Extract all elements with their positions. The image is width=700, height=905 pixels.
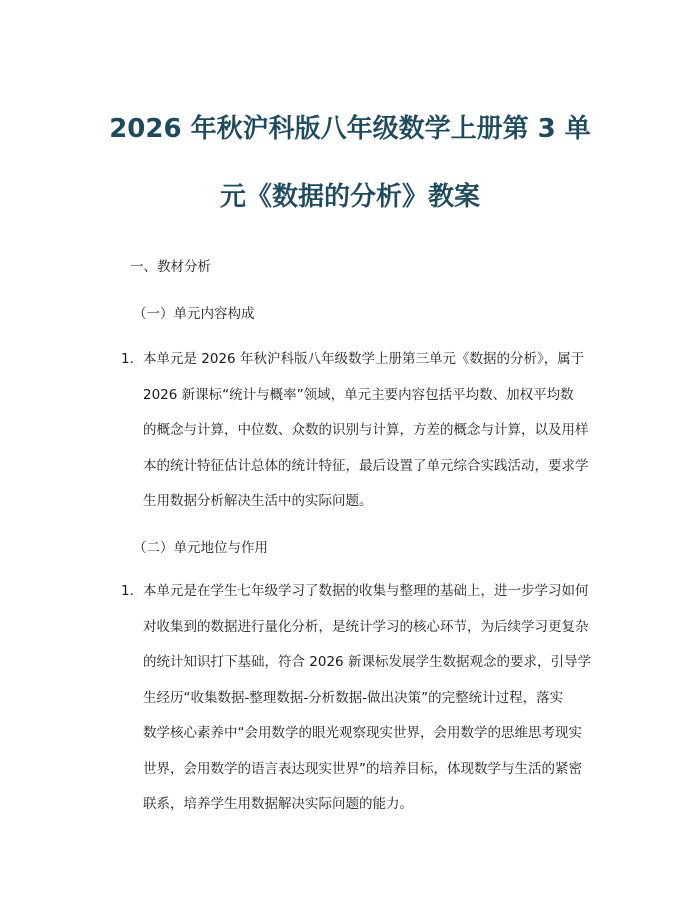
paragraph-line: 对收集到的数据进行量化分析，是统计学习的核心环节，为后续学习更复杂 (143, 619, 589, 635)
paragraph-line: 本单元是在学生七年级学习了数据的收集与整理的基础上，进一步学习如何 (143, 583, 589, 599)
section-heading-textbook-analysis: 一、教材分析 (130, 259, 211, 275)
paragraph-line: 生经历“收集数据-整理数据-分析数据-做出决策”的完整统计过程，落实 (143, 690, 564, 706)
paragraph-line: 的统计知识打下基础，符合 2026 新课标发展学生数据观念的要求，引导学 (143, 654, 591, 670)
paragraph-line: 世界，会用数学的语言表达现实世界”的培养目标，体现数学与生活的紧密 (143, 761, 582, 777)
list-item-marker: 1. (121, 583, 134, 599)
document-title-line-2: 元《数据的分析》教案 (219, 182, 480, 212)
subsection-heading-unit-role: （二）单元地位与作用 (133, 540, 268, 556)
paragraph-line: 生用数据分析解决生活中的实际问题。 (143, 493, 373, 509)
paragraph-line: 2026 新课标“统计与概率”领域，单元主要内容包括平均数、加权平均数 (143, 387, 574, 403)
paragraph-line: 联系，培养学生用数据解决实际问题的能力。 (143, 796, 413, 812)
document-title-line-1: 2026 年秋沪科版八年级数学上册第 3 单 (109, 114, 591, 144)
paragraph-line: 本单元是 2026 年秋沪科版八年级数学上册第三单元《数据的分析》，属于 (143, 351, 585, 367)
paragraph-line: 的概念与计算，中位数、众数的识别与计算，方差的概念与计算，以及用样 (143, 422, 589, 438)
paragraph-line: 数学核心素养中“会用数学的眼光观察现实世界，会用数学的思维思考现实 (143, 725, 582, 741)
list-item-marker: 1. (121, 351, 134, 367)
subsection-heading-unit-content: （一）单元内容构成 (133, 306, 255, 322)
paragraph-line: 本的统计特征估计总体的统计特征，最后设置了单元综合实践活动，要求学 (143, 458, 589, 474)
